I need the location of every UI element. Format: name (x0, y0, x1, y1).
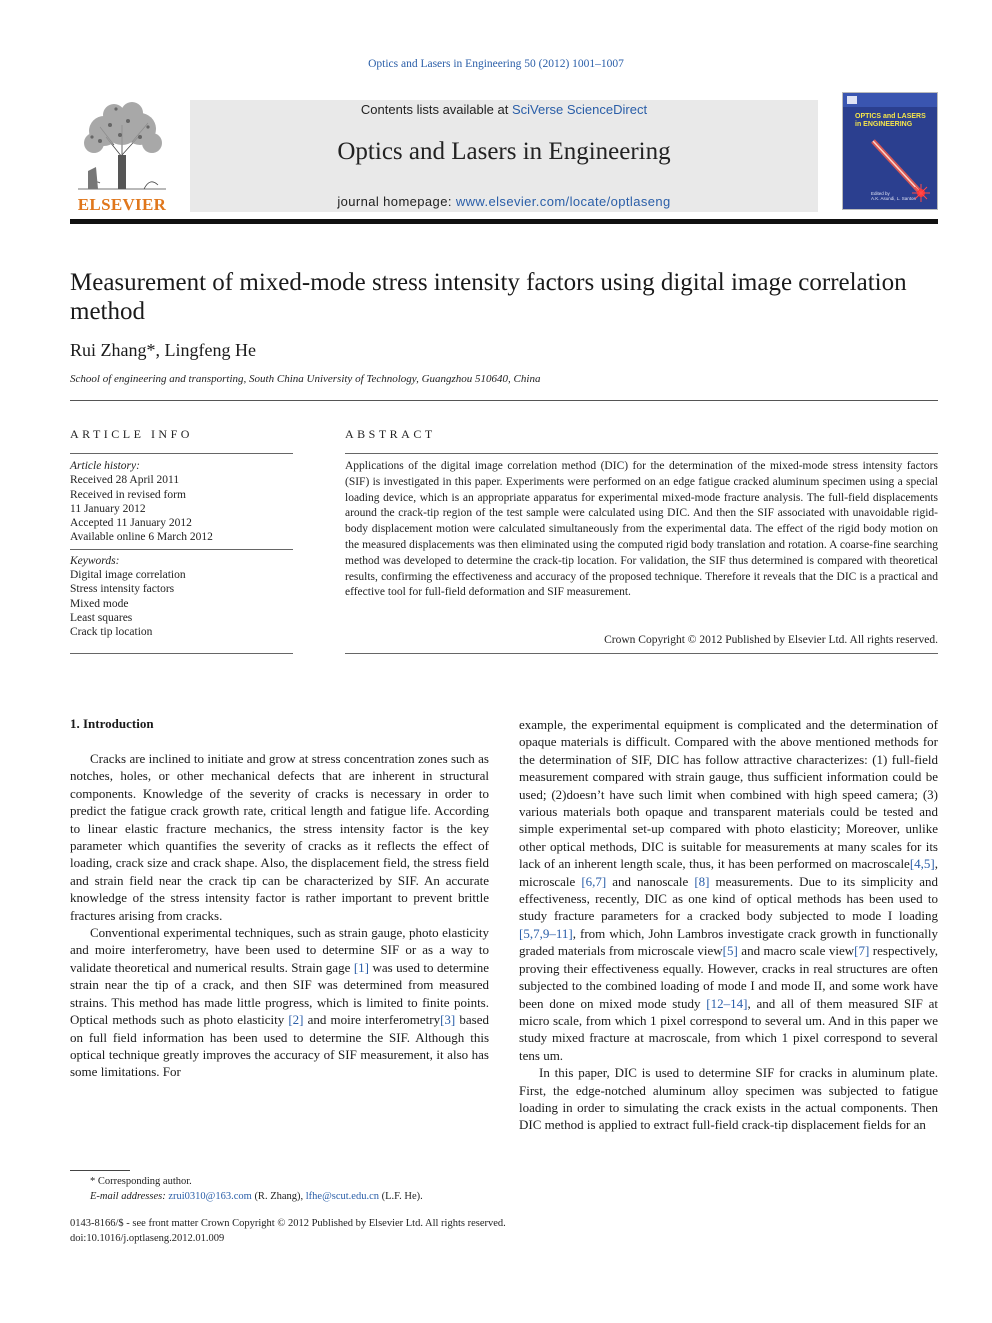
text-run: measurements. Due to its simplicity and effectiveness, recently, DIC as one kind of optical methods has been used to study fracture parameters for a cracked body subjected to mode I loading (519, 873, 938, 924)
cover-editors (871, 191, 916, 201)
reference-link[interactable]: [6,7] (581, 873, 607, 889)
intro-paragraph-1: Cracks are inclined to initiate and grow at stress concentration zones such as notches, holes, or other mechanical defects that are inherent in structural components. Knowledge of the severity of cracks is necessary in order to predict the fatigue crack growth rate, critical length and fatigue life. According to linear elastic fracture mechanics, the stress intensity factor is the key parameter which quantifies the severity of cracks as it reflects the effect of loading, crack size and crack shape. Also, the displacement field, the stress field and strain field near the crack tip can be characterized by SIF. An accurate knowledge of the stress intensity factor is rather important to prevent brittle fractures arising from cracks. (70, 751, 489, 923)
text-run: , microscale (519, 856, 938, 889)
article-info-heading: ARTICLE INFO (70, 427, 193, 441)
reference-link[interactable]: [5,7,9–11] (519, 925, 573, 941)
title-rule (70, 400, 938, 401)
text-run: was used to determine strain near the tip of a crack, and then SIF was determined from measured strains. This method has made little progress, which is limited to finite points. Optical methods such as photo elasticity (70, 959, 489, 1028)
email-link[interactable]: zrui0310@163.com (168, 1191, 252, 1202)
reference-link[interactable]: [7] (854, 943, 870, 959)
abstract-text: Applications of the digital image correlation method (DIC) for the determination of the mixed-mode stress intensity factors (SIF) is investigated in this paper. Experiments were performed on an edge fatigue cracked aluminum specimen using a special loading device, which is an appropriate apparatus for experimental mixed-mode fracture analysis. The full-field displacements around the crack-tip region of the test sample were calculated using DIC. And then the SIF associated with unavoidable rigid-body displacement motion were calculated simultaneously from the experimental data. The effect of the rigid body motion on the measured displacements was then eliminated using the computed rigid body translation and rotation. A coarse-fine searching method was developed to determine the crack-tip location. For validation, the SIF thus determined is compared with theoretical results, confirming the effectiveness and accuracy of the proposed technique. Therefore it reveals that the DIC is a practical and effective tool for full-field deformation and SIF measurement. (345, 460, 938, 599)
sciencedirect-link[interactable]: SciVerse ScienceDirect (511, 102, 648, 117)
reference-link[interactable]: [5] (722, 943, 738, 959)
abstract-heading: ABSTRACT (345, 427, 436, 441)
cover-title-line1: OPTICS and LASERS (855, 113, 926, 120)
email-owner: (L.F. He). (379, 1191, 423, 1202)
text-run: and moire interferometry (303, 1012, 441, 1028)
keyword-item: Least squares (70, 611, 133, 624)
body-column-right (519, 716, 938, 1134)
elsevier-logo[interactable] (70, 97, 174, 215)
text-run: , and all of them measured SIF at micro scale, from which 1 pixel correspond to several um. And in this paper we study mixed fracture at macroscale, from which 1 pixel correspond to several tens um. (519, 995, 939, 1063)
text-run: , from which, John Lambros investigate crack growth in functionally graded materials from microscale view (519, 925, 938, 959)
email-label: E-mail addresses: (90, 1191, 169, 1202)
cover-editors-line2: A.K. Asundi, L. Santos (871, 196, 916, 201)
journal-masthead (190, 100, 818, 212)
keyword-item: Stress intensity factors (70, 583, 175, 596)
contents-prefix: Contents lists available at (360, 102, 512, 117)
reference-link[interactable]: [8] (694, 873, 710, 889)
section-heading-introduction: 1. Introduction (70, 716, 154, 731)
reference-link[interactable]: [4,5] (909, 856, 935, 872)
corresponding-author-note: * Corresponding author. (90, 1176, 192, 1187)
reference-link[interactable]: [3] (440, 1012, 456, 1028)
author-2[interactable]: Lingfeng He (164, 340, 256, 360)
keyword-item: Digital image correlation (70, 569, 186, 582)
reference-link[interactable]: [2] (288, 1012, 304, 1028)
article-title: Measurement of mixed-mode stress intensity factors using digital image correlation method (70, 269, 907, 325)
author-1[interactable]: Rui Zhang (70, 340, 147, 360)
history-item: Received 28 April 2011 (70, 474, 180, 487)
article-info (70, 459, 293, 640)
journal-cover-thumbnail[interactable] (842, 92, 938, 210)
reference-link[interactable]: [12–14] (706, 995, 748, 1011)
abstract-top-rule (345, 453, 938, 454)
email-owner: (R. Zhang), (251, 1191, 306, 1202)
front-matter (70, 1216, 506, 1246)
history-item: Received in revised form (70, 488, 186, 501)
intro-paragraph-2-continued (519, 716, 938, 1064)
body-column-left (70, 750, 489, 1081)
journal-citation[interactable]: Optics and Lasers in Engineering 50 (2012) 1001–1007 (368, 58, 624, 70)
corresponding-author-mark[interactable]: * (146, 340, 156, 360)
email-link[interactable]: lfhe@scut.edu.cn (305, 1191, 379, 1202)
masthead-rule (70, 219, 938, 224)
journal-homepage-link[interactable]: www.elsevier.com/locate/optlaseng (455, 194, 671, 209)
article-info-top-rule (70, 453, 293, 454)
history-item: Available online 6 March 2012 (70, 531, 213, 544)
text-run: and macro scale view (737, 943, 855, 959)
affiliation: School of engineering and transporting, South China University of Technology, Guangzhou 510640, China (70, 373, 541, 385)
homepage-line (190, 194, 818, 209)
email-note (70, 1189, 489, 1204)
text-run: and nanoscale (606, 873, 695, 889)
footnote-rule (70, 1170, 130, 1171)
text-run: based on full field information has been used to determine the SIF. Although this optical technique greatly improves the accuracy of SIF measurement, it also has some limitations. For (70, 1012, 490, 1080)
journal-title: Optics and Lasers in Engineering (337, 138, 671, 165)
abstract-copyright: Crown Copyright © 2012 Published by Elsevier Ltd. All rights reserved. (604, 634, 938, 646)
footnotes (70, 1174, 489, 1204)
intro-paragraph-2 (70, 924, 489, 1081)
author-separator: , (155, 340, 165, 360)
cover-title (855, 113, 926, 129)
text-run: Conventional experimental techniques, such as strain gauge, photo elasticity and moire interferometry, have been used to determine SIF or as a way to validate theoretical and numerical results. Strain gage (70, 925, 489, 975)
front-matter-copyright: 0143-8166/$ - see front matter Crown Copyright © 2012 Published by Elsevier Ltd. All rights reserved. (70, 1218, 506, 1229)
elsevier-wordmark: ELSEVIER (77, 195, 167, 214)
cover-title-line2: in ENGINEERING (855, 121, 913, 128)
elsevier-tree-icon (70, 97, 174, 193)
intro-paragraph-3: In this paper, DIC is used to determine SIF for cracks in aluminum plate. First, the edge-notched aluminum alloy specimen was subjected to fatigue loading in order to simulating the crack exists in the actual components. Then DIC method is applied to extract full-field crack-tip displacement fields for an (519, 1065, 938, 1133)
reference-link[interactable]: [1] (353, 959, 369, 975)
text-run: respectively, proving their effectiveness equally. However, cracks in real structures are often subjected to the combined loading of mode I and mode II, and some work have been done on mixed mode study (519, 943, 938, 1011)
history-item: 11 January 2012 (70, 502, 146, 515)
author-list (70, 340, 256, 361)
history-label: Article history: (70, 460, 140, 472)
abstract-bottom-rule (345, 653, 938, 654)
homepage-prefix: journal homepage: (337, 194, 456, 209)
keyword-item: Crack tip location (70, 626, 153, 639)
doi[interactable]: doi:10.1016/j.optlaseng.2012.01.009 (70, 1233, 225, 1244)
contents-line (190, 102, 818, 117)
text-run: example, the experimental equipment is complicated and the determination of opaque materials is difficult. Compared with the above mentioned methods for the determination of SIF, DIC has follow attractive characterizes: (1) full-field measurement compared with strain gauge, thus sufficient information could be used; (2)doesn’t have such limit when combined with high speed camera; (3) various materials both opaque and transparent materials could be tested and simple experimental set-up compared with photo elasticity; Moreover, unlike other optical methods, DIC is suitable for measurements at many scales for its lack of an inherent length scale, thus, it has been performed on macroscale (519, 717, 938, 872)
history-item: Accepted 11 January 2012 (70, 517, 192, 530)
article-info-bottom-rule (70, 653, 293, 654)
keyword-item: Mixed mode (70, 597, 129, 610)
article-info-divider (70, 549, 293, 550)
keywords-label: Keywords: (70, 554, 120, 567)
cover-editors-line1: Edited by (871, 191, 890, 196)
